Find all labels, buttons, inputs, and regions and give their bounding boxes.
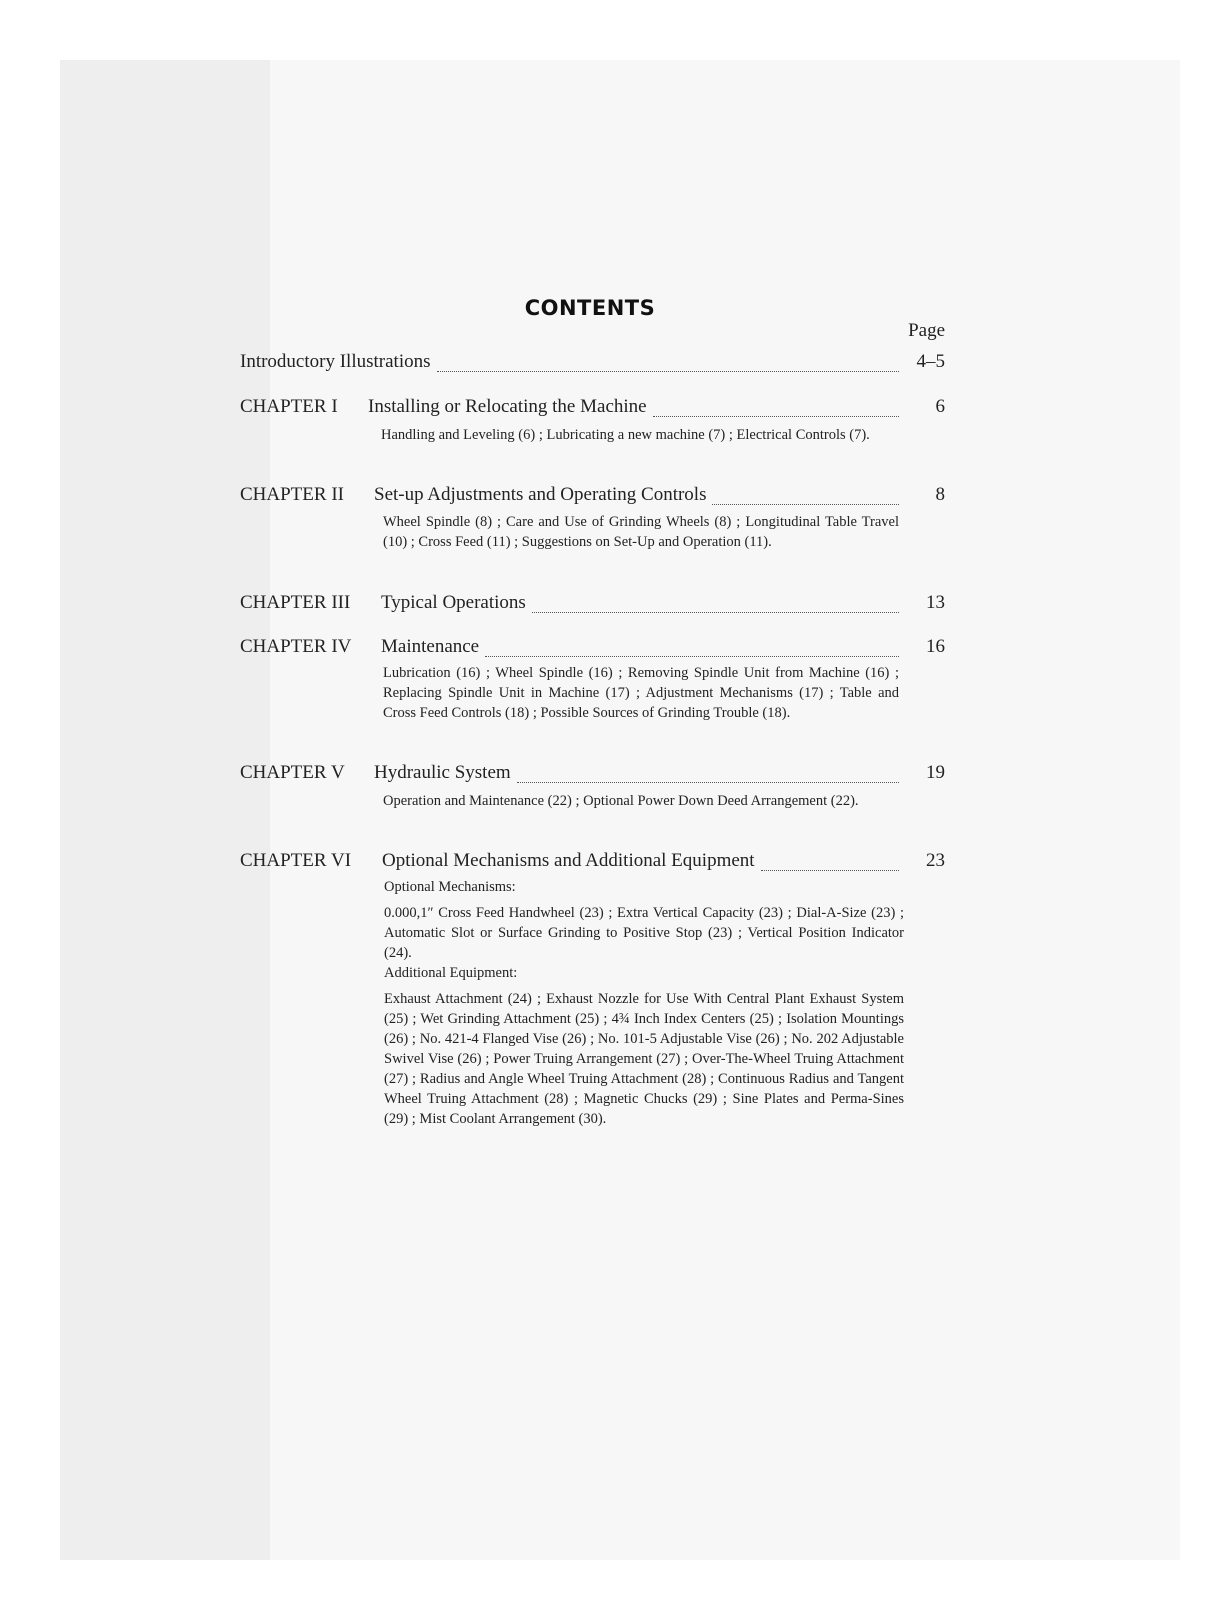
dot-leader [532, 611, 899, 613]
chapter-label: CHAPTER I [240, 396, 338, 417]
toc-entry-introductory [240, 351, 945, 377]
entry-page: 4–5 [916, 351, 945, 372]
toc-entry-chapter-3 [240, 592, 945, 618]
entry-title: Optional Mechanisms and Additional Equipment [382, 850, 755, 871]
entry-title: Hydraulic System [374, 762, 511, 783]
chapter-label: CHAPTER VI [240, 850, 352, 871]
entry-title: Typical Operations [381, 592, 526, 613]
dot-leader [437, 370, 900, 372]
chapter-label: CHAPTER IV [240, 636, 352, 657]
dot-leader [653, 415, 899, 417]
chapter-4-description: Lubrication (16) ; Wheel Spindle (16) ; Removing Spindle Unit from Machine (16) ; Replacing Spindle Unit in Machine (17) ; Adjustment Mechanisms (17) ; Table and Cross Feed Controls (18) ; Possible Sources of Grinding Trouble (18). [383, 665, 899, 721]
entry-page: 23 [926, 850, 945, 871]
optional-mechanisms-description: 0.000,1″ Cross Feed Handwheel (23) ; Extra Vertical Capacity (23) ; Dial-A-Size (23) ; Automatic Slot or Surface Grinding to Positive Stop (23) ; Vertical Position Indicator (24). [384, 905, 904, 961]
additional-equipment-subheading: Additional Equipment: [384, 965, 518, 981]
entry-title: Maintenance [381, 636, 480, 657]
toc-entry-chapter-6 [240, 850, 945, 876]
entry-page: 16 [926, 636, 945, 657]
entry-title: Introductory Illustrations [240, 351, 431, 372]
dot-leader [517, 781, 899, 783]
additional-equipment-description: Exhaust Attachment (24) ; Exhaust Nozzle for Use With Central Plant Exhaust System (25) ; Wet Grinding Attachment (25) ; 4¾ Inch Index Centers (25) ; Isolation Mountings (26) ; No. 421-4 Flanged Vise (26) ; No. 101-5 Adjustable Vise (26) ; No. 202 Adjustable Swivel Vise (26) ; Power Truing Arrangement (27) ; Over-The-Wheel Truing Attachment (27) ; Radius and Angle Wheel Truing Attachment (28) ; Continuous Radius and Tangent Wheel Truing Attachment (28) ; Magnetic Chucks (29) ; Sine Plates and Perma-Sines (29) ; Mist Coolant Arrangement (30). [384, 991, 904, 1127]
entry-title: Installing or Relocating the Machine [368, 396, 647, 417]
dot-leader [761, 869, 899, 871]
chapter-5-description: Operation and Maintenance (22) ; Optional Power Down Deed Arrangement (22). [383, 793, 859, 809]
entry-page: 8 [935, 484, 945, 505]
chapter-label: CHAPTER III [240, 592, 351, 613]
page-column-heading: Page [908, 320, 945, 341]
optional-mechanisms-subheading: Optional Mechanisms: [384, 879, 516, 895]
chapter-label: CHAPTER V [240, 762, 345, 783]
entry-page: 13 [926, 592, 945, 613]
dot-leader [485, 655, 899, 657]
toc-entry-chapter-5 [240, 762, 945, 788]
dot-leader [712, 503, 899, 505]
toc-entry-chapter-2 [240, 484, 945, 510]
page-title: CONTENTS [524, 296, 656, 320]
chapter-1-description: Handling and Leveling (6) ; Lubricating a new machine (7) ; Electrical Controls (7). [381, 427, 870, 443]
entry-title: Set-up Adjustments and Operating Controls [374, 484, 707, 505]
chapter-2-description: Wheel Spindle (8) ; Care and Use of Grinding Wheels (8) ; Longitudinal Table Travel (10) ; Cross Feed (11) ; Suggestions on Set-Up and Operation (11). [383, 514, 899, 550]
chapter-label: CHAPTER II [240, 484, 344, 505]
entry-page: 6 [935, 396, 945, 417]
entry-page: 19 [926, 762, 945, 783]
toc-entry-chapter-4 [240, 636, 945, 662]
toc-entry-chapter-1 [240, 396, 945, 422]
